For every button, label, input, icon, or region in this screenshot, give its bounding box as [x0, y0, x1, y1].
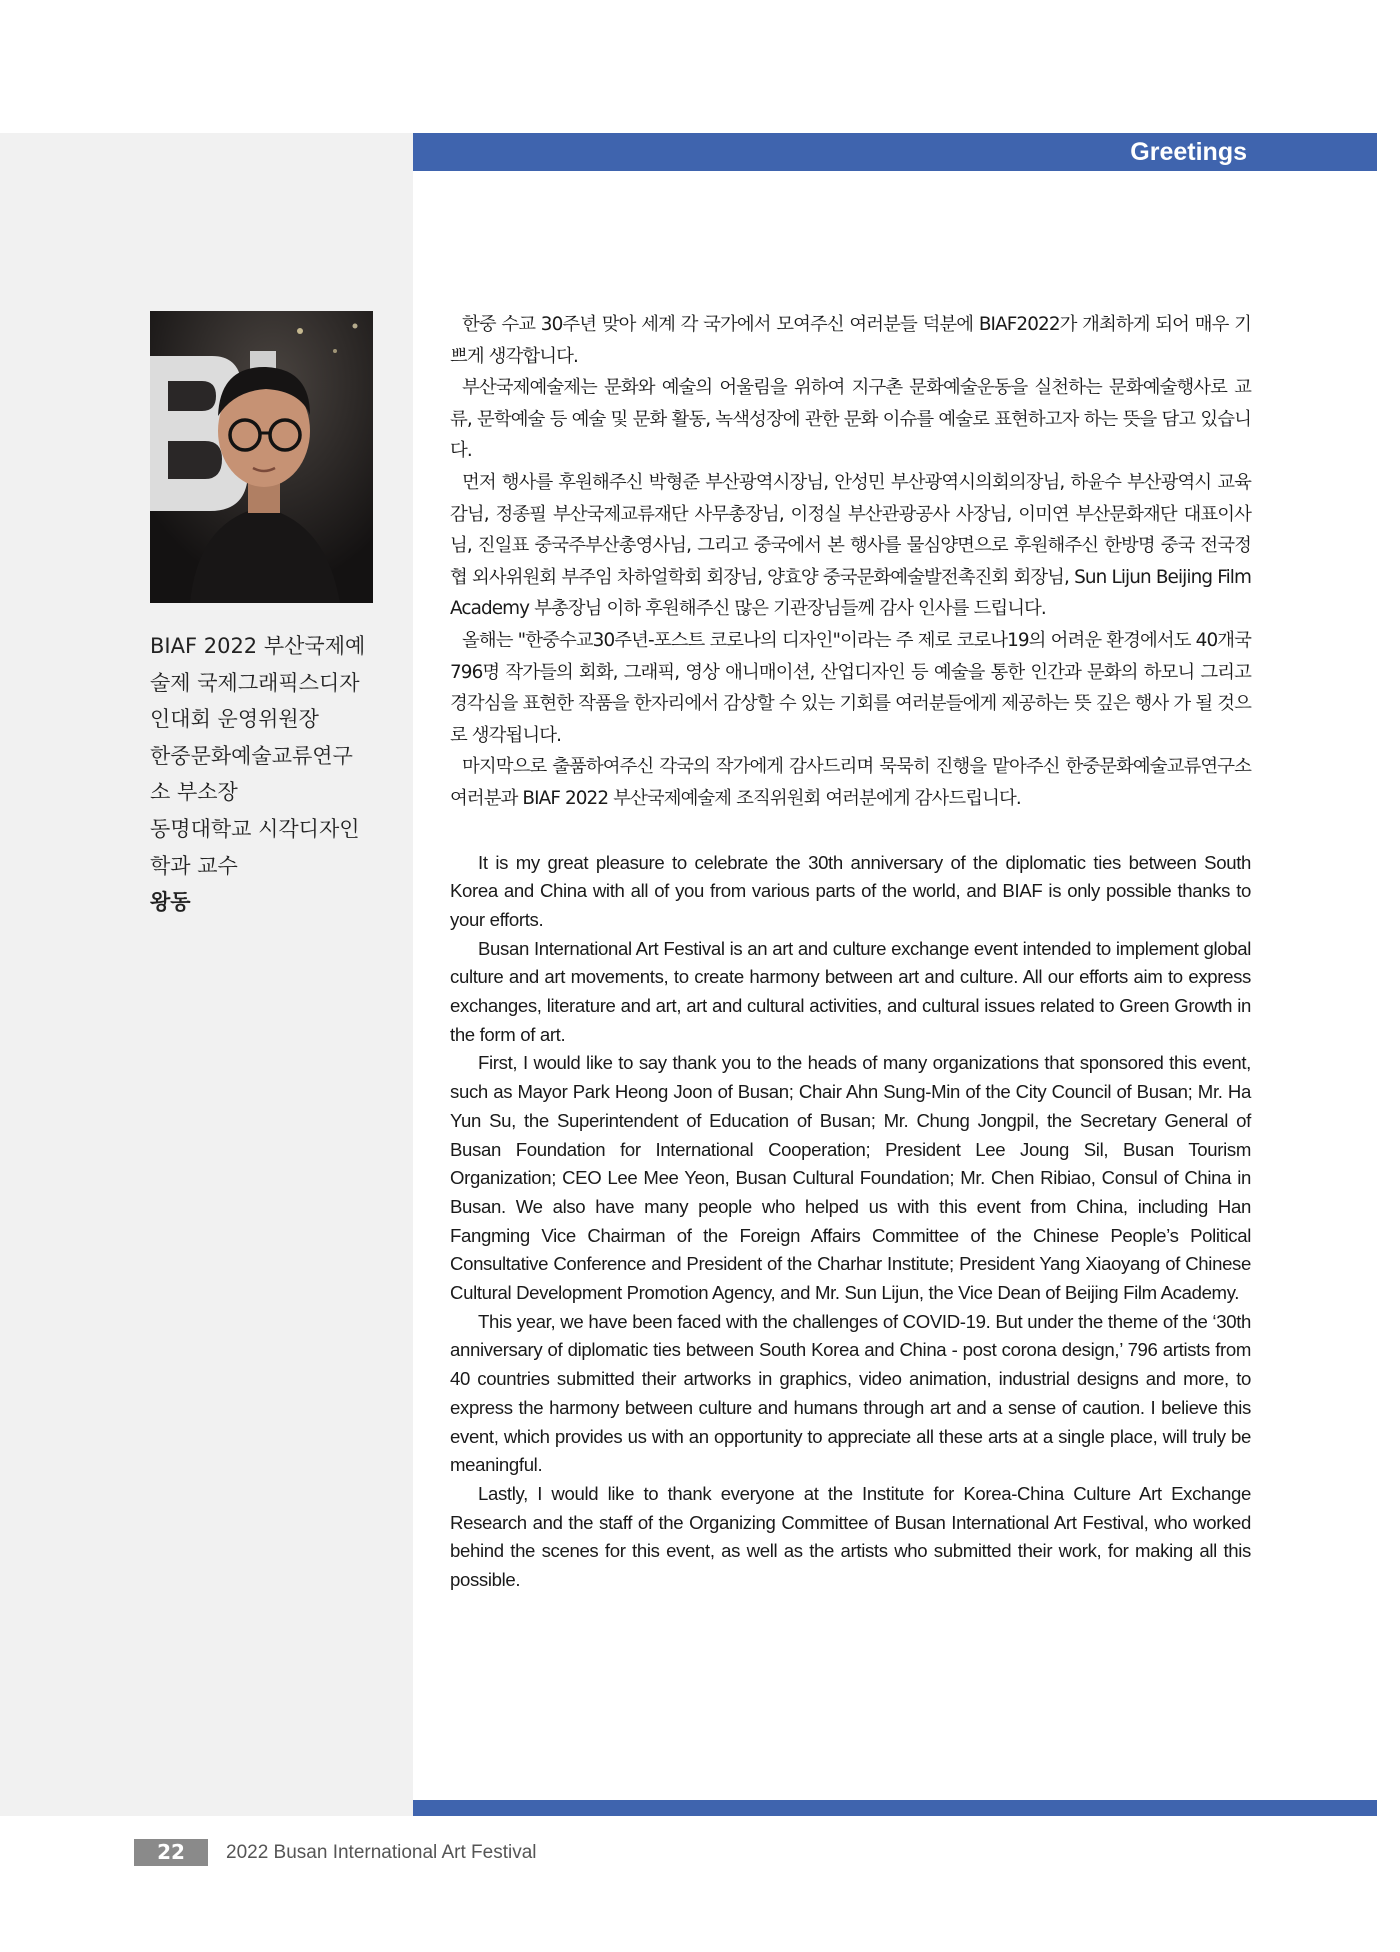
- section-title: Greetings: [1130, 138, 1247, 166]
- footer-accent-bar: [413, 1800, 1377, 1816]
- english-paragraph: Busan International Art Festival is an art and culture exchange event intended to implement global culture and art movements, to create harmony between art and culture. All our efforts aim to express exchanges, literature and art, art and cultural activities, and cultural issues related to Green Growth in the form of art.: [450, 937, 1251, 1045]
- korean-paragraph: 먼저 행사를 후원해주신 박형준 부산광역시장님, 안성민 부산광역시의회의장님, 하윤수 부산광역시 교육감님, 정종필 부산국제교류재단 사무총장님, 이정실 부산관광공사 사장님, 이미연 부산문화재단 대표이사님, 진일표 중국주부산총영사님, 그리고 중국에서 본 행사를 물심양면으로 후원해주신 한방명 중국 전국정협 외사위원회 부주임 차하얼학회 회장님, 양효양 중국문화예술발전촉진회 회장님, Sun Lijun Beijing Film Academy 부총장님 이하 후원해주신 많은 기관장님들께 감사 인사를 드립니다.: [450, 471, 1251, 620]
- korean-paragraph: 부산국제예술제는 문화와 예술의 어울림을 위하여 지구촌 문화예술운동을 실천하는 문화예술행사로 교류, 문학예술 등 예술 및 문화 활동, 녹색성장에 관한 문화 이슈를 예술로 표현하고자 하는 뜻을 담고 있습니다.: [450, 377, 1251, 462]
- english-paragraph: This year, we have been faced with the challenges of COVID-19. But under the theme of the ‘30th anniversary of diplomatic ties between South Korea and China - post corona design,’ 796 artists from 40 countries submitted their artworks in graphics, video animation, industrial designs and more, to express the harmony between culture and humans through art and a sense of caution. I believe this event, which provides us with an opportunity to appreciate all these arts at a single place, will truly be meaningful.: [450, 1310, 1251, 1476]
- publication-title: 2022 Busan International Art Festival: [226, 1842, 537, 1863]
- bio-line: BIAF 2022 부산국제예: [150, 634, 366, 658]
- korean-paragraph: 올해는 "한중수교30주년-포스트 코로나의 디자인"이라는 주 제로 코로나19의 어려운 환경에서도 40개국 796명 작가들의 회화, 그래픽, 영상 애니매이션, 산업디자인 등 예술을 통한 인간과 문화의 하모니 그리고 경각심을 표현한 작품을 한자리에서 감상할 수 있는 기회를 여러분들에게 제공하는 뜻 깊은 행사 가 될 것으로 생각됩니다.: [450, 629, 1251, 746]
- author-portrait-photo: [150, 311, 373, 603]
- greeting-body: [450, 309, 1251, 1595]
- english-paragraph: First, I would like to say thank you to the heads of many organizations that sponsored this event, such as Mayor Park Heong Joon of Busan; Chair Ahn Sung-Min of the City Council of Busan; Mr. Ha Yun Su, the Superintendent of Education of Busan; Mr. Chung Jongpil, the Secretary General of Busan Foundation for International Cooperation; President Lee Joung Sil, Busan Tourism Organization; CEO Lee Mee Yeon, Busan Cultural Foundation; Mr. Chen Ribiao, Consul of China in Busan. We also have many people who helped us with this event from China, including Han Fangming Vice Chairman of the Foreign Affairs Committee of the Chinese People’s Political Consultative Conference and President of the Charhar Institute; President Yang Xiaoyang of Chinese Cultural Development Promotion Agency, and Mr. Sun Lijun, the Vice Dean of Beijing Film Academy.: [450, 1052, 1251, 1304]
- english-paragraph: Lastly, I would like to thank everyone at the Institute for Korea-China Culture Art Exchange Research and the staff of the Organizing Committee of Busan International Art Festival, who worked behind the scenes for this event, as well as the artists who submitted their work, for making all this possible.: [450, 1482, 1251, 1591]
- korean-paragraph: 마지막으로 출품하여주신 각국의 작가에게 감사드리며 묵묵히 진행을 맡아주신 한중문화예술교류연구소 여러분과 BIAF 2022 부산국제예술제 조직위원회 여러분에게 감사드립니다.: [450, 756, 1251, 809]
- bio-line: 소 부소장: [150, 780, 238, 805]
- bio-line: 학과 교수: [150, 853, 238, 878]
- section-header-bar: [413, 133, 1377, 171]
- bio-line: 동명대학교 시각디자인: [150, 816, 360, 841]
- english-paragraph: It is my great pleasure to celebrate the 30th anniversary of the diplomatic ties between South Korea and China with all of you from various parts of the world, and BIAF is only possible thanks to your efforts.: [450, 851, 1251, 930]
- bio-line: 한중문화예술교류연구: [150, 743, 353, 768]
- portrait-illustration: [150, 311, 373, 603]
- korean-paragraph: 한중 수교 30주년 맞아 세계 각 국가에서 모여주신 여러분들 덕분에 BIAF2022가 개최하게 되어 매우 기쁘게 생각합니다.: [450, 314, 1251, 367]
- bio-line: 인대회 운영위원장: [150, 707, 319, 732]
- page-number-badge: 22: [134, 1839, 208, 1866]
- author-name: 왕동: [150, 890, 191, 915]
- bio-line: 술제 국제그래픽스디자: [150, 670, 360, 695]
- author-bio: [150, 628, 380, 921]
